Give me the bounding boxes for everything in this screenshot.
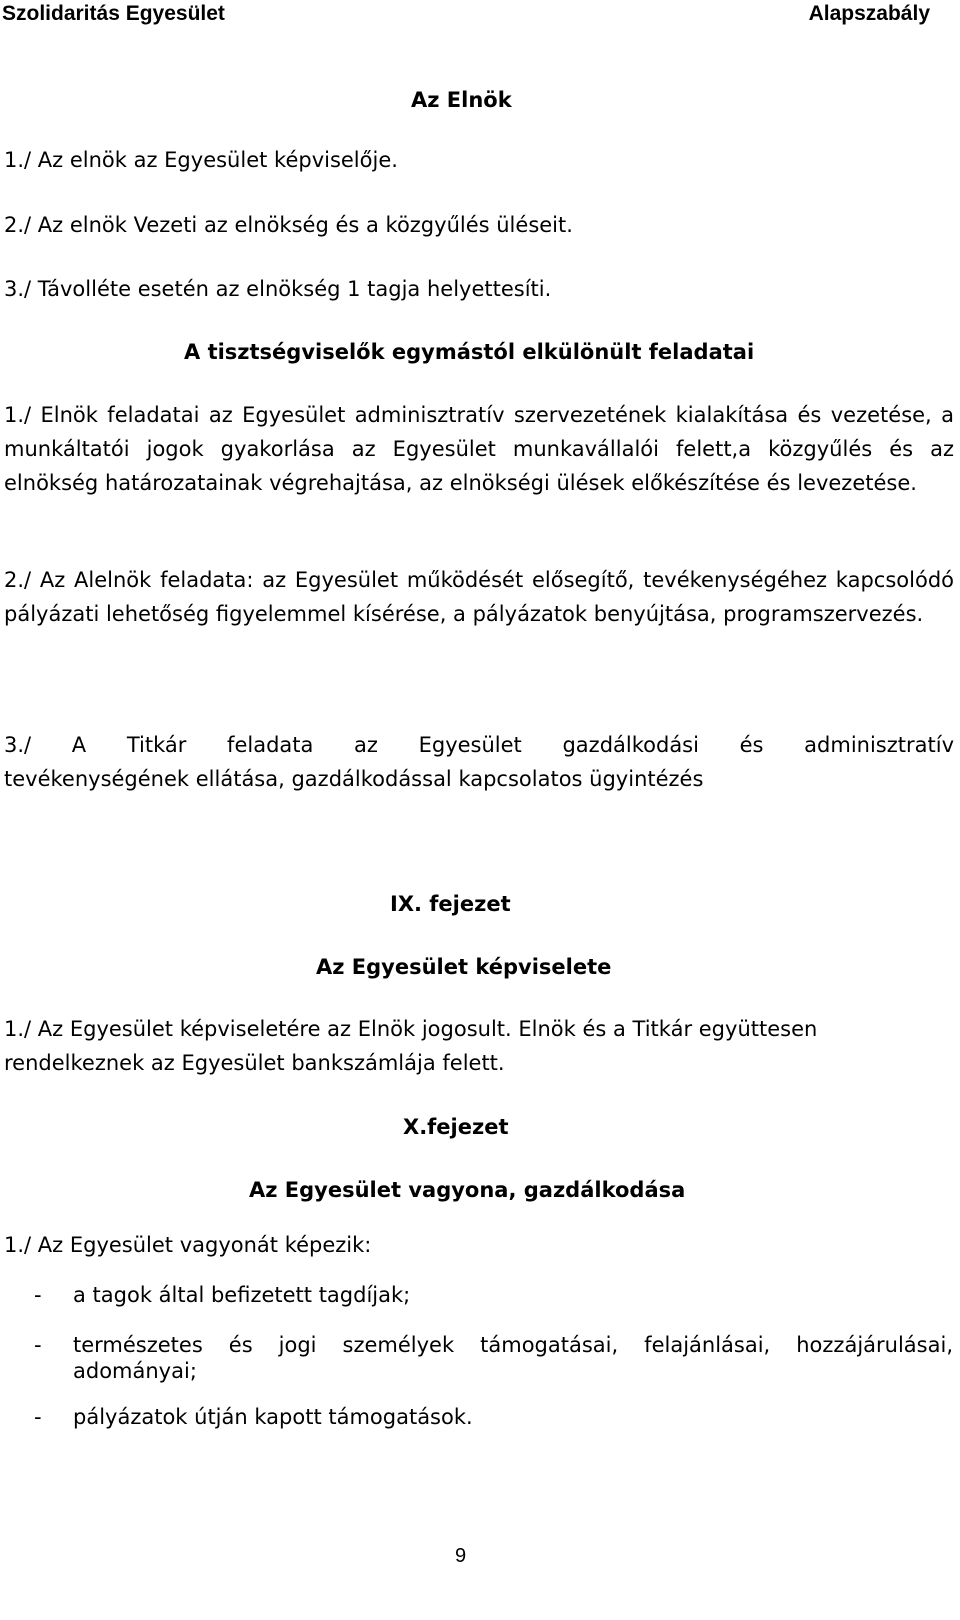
chapter-x-intro: 1./ Az Egyesület vagyonát képezik:	[4, 1233, 372, 1257]
feladatok-paragraph-3-line-2: tevékenységének ellátása, gazdálkodással kapcsolatos ügyintézés	[4, 767, 704, 791]
section-title-elnok: Az Elnök	[411, 88, 512, 112]
chapter-ix-number: IX. fejezet	[390, 892, 511, 916]
feladatok-paragraph-1: 1./ Elnök feladatai az Egyesület adminisztratív szervezetének kialakítása és vezetése, a munkáltatói jogok gyakorlása az Egyesület munkavállalói felett,a közgyűlés és az elnökség határozatainak végrehajtása, az elnökségi ülések előkészítése és levezetése.	[4, 403, 954, 495]
list-dash: -	[34, 1283, 42, 1307]
feladatok-paragraph-2: 2./ Az Alelnök feladata: az Egyesület működését elősegítő, tevékenységéhez kapcsolódó pályázati lehetőség figyelemmel kísérése, a pályázatok benyújtása, programszervezés.	[4, 568, 954, 626]
feladatok-paragraph-3-line-1: 3./ A Titkár feladata az Egyesület gazdálkodási és adminisztratív	[4, 733, 954, 757]
chapter-x-title: Az Egyesület vagyona, gazdálkodása	[249, 1178, 686, 1202]
chapter-ix-paragraph-1: 1./ Az Egyesület képviseletére az Elnök jogosult. Elnök és a Titkár együttesen rendelkeznek az Egyesület bankszámlája felett.	[4, 1017, 818, 1075]
list-item-text: természetes és jogi személyek támogatásai, felajánlásai, hozzájárulásai, adományai;	[73, 1333, 953, 1383]
list-item	[34, 1400, 954, 1434]
page-number: 9	[455, 1545, 467, 1567]
elnok-item-2: 2./ Az elnök Vezeti az elnökség és a közgyűlés üléseit.	[4, 213, 573, 237]
list-dash: -	[34, 1333, 42, 1357]
list-item	[34, 1278, 954, 1312]
elnok-item-1: 1./ Az elnök az Egyesület képviselője.	[4, 148, 398, 172]
header-left-title: Szolidaritás Egyesület	[2, 2, 225, 25]
chapter-ix-title: Az Egyesület képviselete	[316, 955, 612, 979]
list-dash: -	[34, 1405, 42, 1429]
elnok-item-3: 3./ Távolléte esetén az elnökség 1 tagja helyettesíti.	[4, 277, 552, 301]
chapter-x-number: X.fejezet	[403, 1115, 509, 1139]
list-item	[34, 1328, 954, 1388]
section-title-feladatok: A tisztségviselők egymástól elkülönült feladatai	[184, 340, 755, 364]
list-item-text: pályázatok útján kapott támogatások.	[73, 1405, 473, 1429]
header-right-title: Alapszabály	[808, 2, 930, 25]
list-item-text: a tagok által befizetett tagdíjak;	[73, 1283, 411, 1307]
